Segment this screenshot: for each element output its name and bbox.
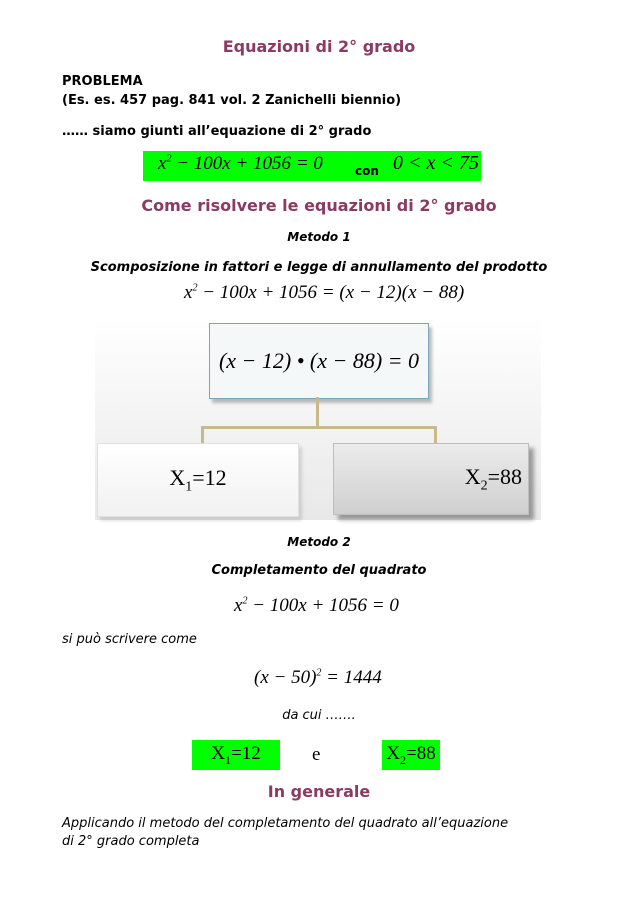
square-exp: 2 xyxy=(316,667,322,679)
fact-exp: 2 xyxy=(192,282,198,294)
product-zero: (x − 12) • (x − 88) = 0 xyxy=(218,348,420,373)
connector-vertical xyxy=(316,397,319,427)
x2-label: $X_2=88$ xyxy=(464,463,522,494)
fact-rest: − 100x + 1056 = (x − 12)(x − 88) xyxy=(202,282,465,303)
general-heading: In generale xyxy=(267,782,371,801)
main-eq-exp: 2 xyxy=(166,153,172,165)
connector-right xyxy=(434,426,437,444)
da-cui: da cui ……. xyxy=(282,708,356,723)
connector-horizontal xyxy=(201,426,437,429)
problem-label: PROBLEMA xyxy=(62,74,143,89)
square-equation xyxy=(254,667,382,689)
condition: 0 < x < 75 xyxy=(393,152,479,174)
metodo2-equation xyxy=(234,595,399,617)
problem-intro: …… siamo giunti all’equazione di 2° grado xyxy=(62,124,372,139)
rewrite-label: si può scrivere come xyxy=(62,632,197,647)
m2-exp: 2 xyxy=(242,595,248,607)
main-equation xyxy=(158,153,323,175)
general-text-1: Applicando il metodo del completamento del quadrato all’equazione xyxy=(62,816,509,831)
main-eq-rest: − 100x + 1056 = 0 xyxy=(176,153,323,174)
product-zero-box xyxy=(209,323,429,399)
metodo2-description: Completamento del quadrato xyxy=(211,563,427,578)
connector-left xyxy=(201,426,204,444)
m2-x: x xyxy=(234,595,243,616)
metodo2-label: Metodo 2 xyxy=(287,535,351,549)
main-eq-x: x xyxy=(158,153,167,174)
con-label: con xyxy=(355,164,379,178)
general-text-2: di 2° grado completa xyxy=(62,834,200,849)
metodo1-label: Metodo 1 xyxy=(287,230,351,244)
problem-source: (Es. es. 457 pag. 841 vol. 2 Zanichelli biennio) xyxy=(62,93,402,108)
conjunction: e xyxy=(312,744,321,765)
root-x1-box xyxy=(97,443,299,517)
square-lhs: (x − 50) xyxy=(254,667,317,688)
x1-label: $X_1=12$ xyxy=(169,464,227,495)
subtitle: Come risolvere le equazioni di 2° grado xyxy=(141,196,497,215)
page-title: Equazioni di 2° grado xyxy=(222,37,416,56)
metodo1-description: Scomposizione in fattori e legge di annullamento del prodotto xyxy=(90,260,548,275)
fact-x: x xyxy=(184,282,193,303)
solution-x2: $X_2=88$ xyxy=(382,740,440,770)
m2-rest: − 100x + 1056 = 0 xyxy=(252,595,399,616)
factorization xyxy=(184,282,464,304)
solution-x1: $X_1=12$ xyxy=(192,740,280,770)
square-rhs: = 1444 xyxy=(321,667,382,688)
root-x2-box xyxy=(333,443,529,515)
